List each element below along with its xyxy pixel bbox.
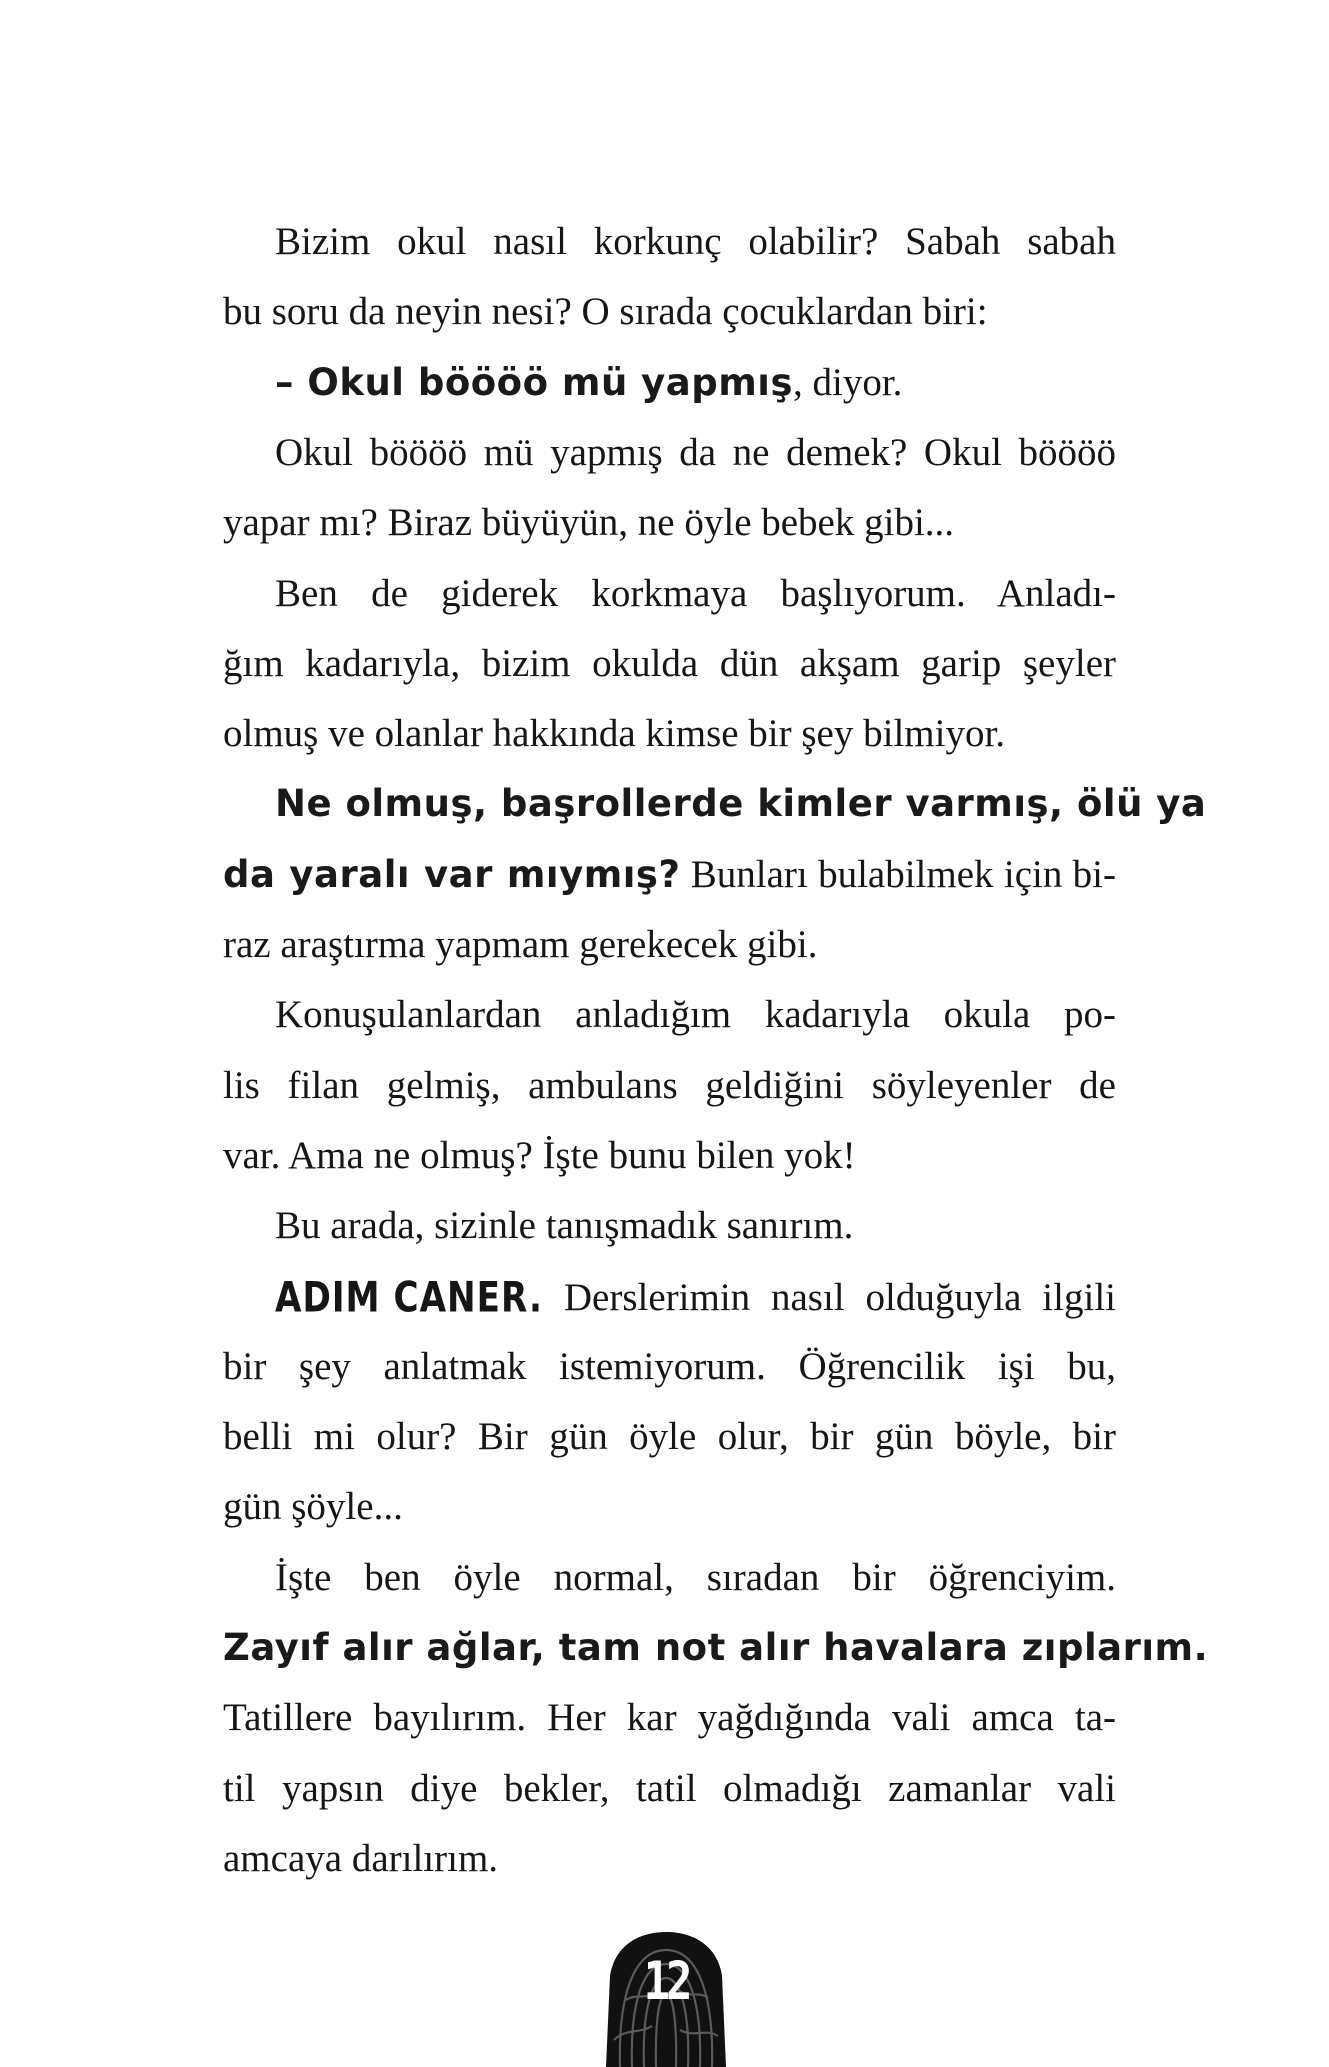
- text-line: [223, 911, 1116, 979]
- text-line: [223, 1825, 1116, 1893]
- text-segment: gün şöyle...: [223, 1485, 403, 1528]
- text-segment: Okul böööö mü yapmış da ne demek? Okul böööö: [275, 431, 1116, 474]
- text-segment: belli mi olur? Bir gün öyle olur, bir gün böyle, bir: [223, 1415, 1116, 1458]
- text-segment: yapar mı? Biraz büyüyün, ne öyle bebek gibi...: [223, 501, 955, 544]
- text-segment: Konuşulanlardan anladığım kadarıyla okula po-: [275, 993, 1116, 1036]
- text-segment: Tatillere bayılırım. Her kar yağdığında vali amca ta-: [223, 1696, 1116, 1739]
- handwritten-phrase: – Okul böööö mü yapmış: [275, 361, 793, 404]
- text-line: [223, 560, 1116, 628]
- text-line: [223, 841, 1116, 909]
- text-line: [223, 1333, 1116, 1401]
- text-line: [223, 208, 1116, 276]
- text-segment: amcaya darılırım.: [223, 1837, 499, 1880]
- text-segment: Derslerimin nasıl olduğuyla ilgili: [543, 1276, 1116, 1319]
- page-number-badge: [606, 1930, 726, 2067]
- text-segment: raz araştırma yapmam gerekecek gibi.: [223, 923, 818, 966]
- text-line: [223, 1614, 1209, 1682]
- text-line: [223, 1684, 1116, 1752]
- page-number: 12: [643, 1950, 689, 2013]
- text-segment: Bizim okul nasıl korkunç olabilir? Sabah sabah: [275, 220, 1116, 263]
- text-segment: Ben de giderek korkmaya başlıyorum. Anladı-: [275, 572, 1116, 615]
- text-line: [223, 1052, 1116, 1120]
- text-line: [223, 1473, 1116, 1541]
- text-segment: var. Ama ne olmuş? İşte bunu bilen yok!: [223, 1134, 856, 1177]
- text-line: [223, 1192, 1116, 1260]
- text-segment: bu soru da neyin nesi? O sırada çocuklardan biri:: [223, 290, 988, 333]
- text-line: [223, 489, 1116, 557]
- text-segment: lis filan gelmiş, ambulans geldiğini söyleyenler de: [223, 1064, 1116, 1107]
- text-line: [223, 349, 1116, 417]
- text-segment: bir şey anlatmak istemiyorum. Öğrencilik işi bu,: [223, 1345, 1116, 1388]
- text-line: [223, 278, 1116, 346]
- text-line: [223, 1403, 1116, 1471]
- text-line: [223, 1755, 1116, 1823]
- text-segment: Bu arada, sizinle tanışmadık sanırım.: [275, 1204, 854, 1247]
- handwritten-phrase: da yaralı var mıymış?: [223, 853, 681, 896]
- text-line: [223, 630, 1116, 698]
- text-segment: İşte ben öyle normal, sıradan bir öğrenciyim.: [275, 1556, 1116, 1599]
- text-line: [223, 1122, 1116, 1190]
- text-line: [223, 1263, 1116, 1331]
- text-line: [223, 981, 1116, 1049]
- text-line: [223, 770, 1207, 838]
- text-line: [223, 700, 1116, 768]
- text-segment: ğım kadarıyla, bizim okulda dün akşam garip şeyler: [223, 642, 1116, 685]
- text-segment: Bunları bulabilmek için bi-: [680, 853, 1116, 896]
- display-phrase: ADIM CANER.: [275, 1272, 544, 1322]
- text-segment: , diyor.: [793, 361, 903, 404]
- text-segment: olmuş ve olanlar hakkında kimse bir şey bilmiyor.: [223, 712, 1006, 755]
- handwritten-phrase: Ne olmuş, başrollerde kimler varmış, ölü ya: [275, 782, 1207, 825]
- text-segment: til yapsın diye bekler, tatil olmadığı zamanlar vali: [223, 1767, 1116, 1810]
- handwritten-phrase: Zayıf alır ağlar, tam not alır havalara zıplarım.: [223, 1626, 1209, 1669]
- text-line: [223, 1544, 1116, 1612]
- text-line: [223, 419, 1116, 487]
